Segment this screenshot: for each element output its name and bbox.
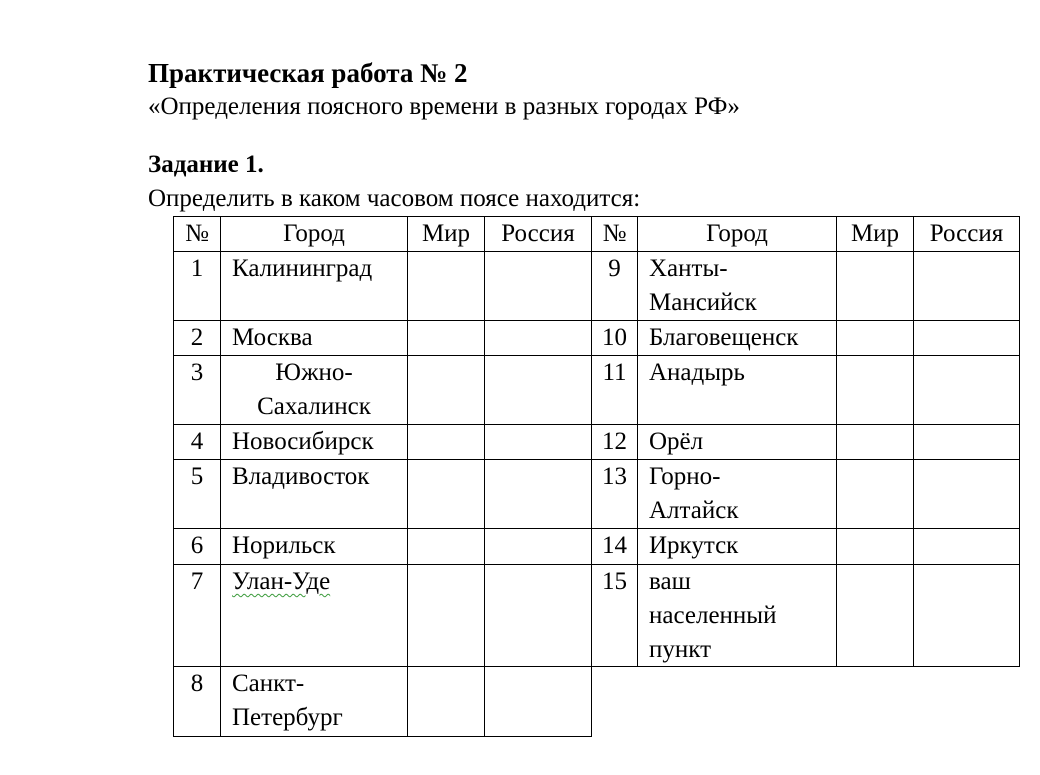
table-border — [1019, 216, 1020, 667]
russia-zone-cell[interactable] — [914, 528, 1019, 564]
russia-zone-cell[interactable] — [485, 424, 591, 459]
row-number: 10 — [602, 324, 627, 351]
russia-zone-cell[interactable] — [485, 355, 591, 424]
city-name-line: Калининград — [232, 255, 373, 282]
city-name — [638, 320, 836, 355]
russia-zone-cell[interactable] — [914, 564, 1019, 666]
city-name — [221, 251, 407, 320]
row-number: 14 — [602, 532, 627, 559]
russia-zone-cell[interactable] — [485, 459, 591, 528]
city-name — [221, 528, 407, 564]
city-name-line: Южно- — [275, 359, 353, 386]
task-heading: Задание 1. — [148, 151, 264, 178]
city-name-line: Анадырь — [649, 359, 745, 386]
city-name — [221, 355, 407, 424]
city-name — [221, 320, 407, 355]
russia-zone-cell[interactable] — [914, 355, 1019, 424]
world-zone-cell[interactable] — [408, 320, 484, 355]
header-city: Город — [706, 220, 768, 247]
city-name-line: населенный — [649, 602, 777, 629]
row-number: 8 — [190, 670, 204, 697]
task-instruction: Определить в каком часовом поясе находится: — [148, 185, 641, 212]
city-name-line: Горно- — [649, 463, 721, 490]
header-city: Город — [283, 220, 345, 247]
row-number: 7 — [190, 568, 204, 595]
world-zone-cell[interactable] — [837, 424, 913, 459]
city-name — [221, 459, 407, 528]
city-name — [638, 564, 836, 666]
city-name-line: пункт — [649, 636, 711, 663]
russia-zone-cell[interactable] — [485, 528, 591, 564]
page-subtitle: «Определения поясного времени в разных городах РФ» — [148, 93, 740, 120]
row-number: 3 — [190, 359, 204, 386]
city-name — [221, 564, 407, 666]
russia-zone-cell[interactable] — [914, 251, 1019, 320]
world-zone-cell[interactable] — [408, 459, 484, 528]
header-num: № — [602, 220, 627, 247]
header-num: № — [185, 220, 209, 247]
city-name-line: Петербург — [232, 704, 343, 731]
world-zone-cell[interactable] — [837, 320, 913, 355]
city-name-line: ваш — [649, 568, 691, 595]
row-number: 15 — [602, 568, 627, 595]
russia-zone-cell[interactable] — [914, 424, 1019, 459]
row-number: 6 — [190, 532, 204, 559]
header-world: Мир — [421, 220, 471, 247]
header-world: Мир — [850, 220, 900, 247]
russia-zone-cell[interactable] — [914, 320, 1019, 355]
city-name — [638, 355, 836, 424]
city-name-line: Владивосток — [232, 463, 370, 490]
city-name-line: Благовещенск — [649, 324, 799, 351]
world-zone-cell[interactable] — [837, 355, 913, 424]
city-name — [638, 251, 836, 320]
row-number: 2 — [190, 324, 204, 351]
russia-zone-cell[interactable] — [485, 320, 591, 355]
city-name — [221, 666, 407, 736]
world-zone-cell[interactable] — [837, 251, 913, 320]
city-name-line: Алтайск — [649, 497, 739, 524]
russia-zone-cell[interactable] — [485, 251, 591, 320]
row-number: 9 — [608, 255, 621, 282]
city-name-line: Москва — [232, 324, 313, 351]
city-name — [638, 459, 836, 528]
city-name-line: Сахалинск — [257, 393, 371, 420]
table-border — [173, 736, 592, 737]
row-number: 1 — [190, 255, 204, 282]
row-number: 5 — [190, 463, 204, 490]
russia-zone-cell[interactable] — [485, 564, 591, 666]
row-number: 13 — [602, 463, 627, 490]
page-title: Практическая работа № 2 — [148, 58, 468, 88]
city-name — [638, 528, 836, 564]
row-number: 11 — [602, 359, 627, 386]
world-zone-cell[interactable] — [837, 459, 913, 528]
city-name-line: Улан-Уде — [232, 568, 331, 595]
city-name-line: Новосибирск — [232, 428, 374, 455]
world-zone-cell[interactable] — [408, 564, 484, 666]
russia-zone-cell[interactable] — [485, 666, 591, 736]
header-russia: Россия — [929, 220, 1004, 247]
row-number: 12 — [602, 428, 627, 455]
city-name-line: Мансийск — [649, 289, 757, 316]
russia-zone-cell[interactable] — [914, 459, 1019, 528]
city-name-line: Норильск — [232, 532, 336, 559]
world-zone-cell[interactable] — [408, 251, 484, 320]
world-zone-cell[interactable] — [408, 528, 484, 564]
city-name — [638, 424, 836, 459]
world-zone-cell[interactable] — [837, 528, 913, 564]
world-zone-cell[interactable] — [408, 355, 484, 424]
row-number: 4 — [190, 428, 204, 455]
header-russia: Россия — [501, 220, 575, 247]
world-zone-cell[interactable] — [837, 564, 913, 666]
world-zone-cell[interactable] — [408, 666, 484, 736]
world-zone-cell[interactable] — [408, 424, 484, 459]
city-name-line: Санкт- — [232, 670, 305, 697]
city-name — [221, 424, 407, 459]
city-name-line: Орёл — [649, 428, 704, 455]
city-name-line: Ханты- — [649, 255, 728, 282]
city-name-line: Иркутск — [649, 532, 739, 559]
